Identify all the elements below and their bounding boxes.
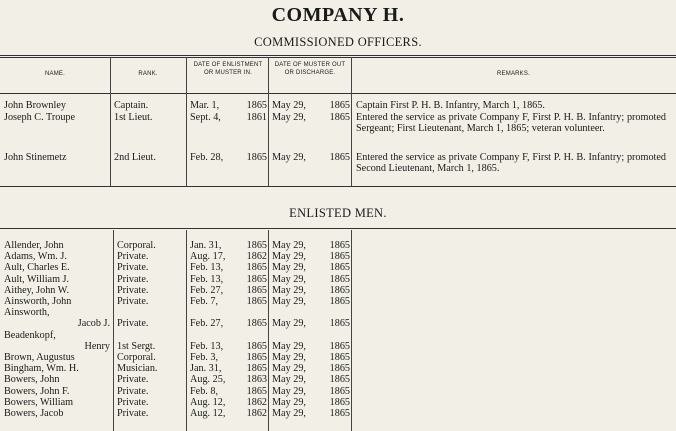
page-title: COMPANY H. bbox=[271, 4, 405, 26]
enlistment-date: Feb. 13, bbox=[190, 273, 224, 285]
header-remarks: REMARKS. bbox=[497, 71, 530, 77]
soldier-name: Ault, William J. bbox=[4, 273, 70, 285]
muster-out-date: May 29, bbox=[272, 112, 306, 123]
enlistment-date: Aug. 17, bbox=[190, 251, 226, 263]
soldier-rank: Private. bbox=[117, 374, 149, 386]
enlistment-year: 1865 bbox=[246, 240, 267, 251]
soldier-name: Allender, John bbox=[4, 240, 64, 251]
enlistment-year: 1865 bbox=[246, 100, 267, 111]
soldier-name: Beadenkopf, bbox=[4, 329, 56, 341]
enlistment-date: Feb. 3, bbox=[190, 352, 219, 363]
enlistment-year: 1863 bbox=[246, 374, 267, 386]
soldier-name: Brown, Augustus bbox=[4, 352, 75, 363]
soldier-name: Bowers, John F. bbox=[4, 385, 70, 397]
enlistment-date: Mar. 1, bbox=[190, 100, 220, 111]
muster-out-date: May 29, bbox=[272, 152, 306, 163]
enlistment-year: 1862 bbox=[246, 408, 267, 419]
muster-out-date: May 29, bbox=[272, 296, 306, 307]
soldier-rank: Corporal. bbox=[117, 240, 156, 251]
enlistment-date: Feb. 28, bbox=[190, 152, 224, 163]
muster-out-date: May 29, bbox=[272, 363, 306, 375]
soldier-rank: Private. bbox=[117, 262, 149, 274]
enlisted-column-divider bbox=[268, 230, 269, 431]
muster-out-year: 1865 bbox=[329, 296, 350, 307]
officer-name: John Stinemetz bbox=[4, 152, 67, 163]
muster-out-date: May 29, bbox=[272, 385, 306, 397]
officers-column-divider bbox=[186, 57, 187, 186]
header-name: NAME. bbox=[44, 71, 65, 77]
enlistment-date: Jan. 31, bbox=[190, 363, 222, 375]
muster-out-year: 1865 bbox=[329, 318, 350, 330]
soldier-name: Bowers, William bbox=[4, 396, 74, 408]
muster-out-date: May 29, bbox=[272, 352, 306, 363]
enlistment-date: Jan. 31, bbox=[190, 240, 222, 251]
soldier-name-continued: Henry bbox=[84, 340, 110, 352]
soldier-rank: Corporal. bbox=[117, 352, 156, 363]
soldier-rank: Private. bbox=[117, 273, 149, 285]
enlistment-year: 1865 bbox=[246, 363, 267, 375]
soldier-rank: Private. bbox=[117, 296, 149, 307]
officers-heading: COMMISSIONED OFFICERS. bbox=[254, 35, 422, 49]
muster-out-date: May 29, bbox=[272, 273, 306, 285]
enlistment-year: 1862 bbox=[246, 396, 267, 408]
soldier-rank: Private. bbox=[117, 385, 149, 397]
enlistment-date: Aug. 25, bbox=[190, 374, 226, 386]
soldier-rank: Private. bbox=[117, 284, 149, 296]
soldier-name: Bowers, John bbox=[4, 374, 60, 386]
enlistment-year: 1865 bbox=[246, 273, 267, 285]
officer-rank: 2nd Lieut. bbox=[114, 152, 156, 163]
enlistment-date: Feb. 13, bbox=[190, 340, 224, 352]
soldier-name: Ainsworth, John bbox=[4, 296, 72, 307]
enlistment-year: 1865 bbox=[246, 352, 267, 363]
enlistment-date: Feb. 13, bbox=[190, 262, 224, 274]
header-bottom-rule bbox=[0, 93, 676, 94]
officer-name: John Brownley bbox=[4, 100, 66, 111]
muster-out-year: 1865 bbox=[329, 385, 350, 397]
enlistment-date: Aug. 12, bbox=[190, 396, 226, 408]
soldier-name: Bingham, Wm. H. bbox=[4, 363, 79, 375]
soldier-name: Aithey, John W. bbox=[4, 284, 69, 296]
muster-out-date: May 29, bbox=[272, 396, 306, 408]
soldier-name-continued: Jacob J. bbox=[77, 318, 110, 330]
enlistment-date: Aug. 12, bbox=[190, 408, 226, 419]
muster-out-year: 1865 bbox=[329, 363, 350, 375]
muster-out-year: 1865 bbox=[329, 273, 350, 285]
officer-remarks: Entered the service as private Company F, First P. H. B. Infantry; promoted Sergeant; First Lieutenant, March 1, 1865; veteran volunteer. bbox=[356, 112, 666, 135]
muster-out-year: 1865 bbox=[329, 100, 350, 111]
enlistment-date: Feb. 27, bbox=[190, 318, 224, 330]
muster-out-year: 1865 bbox=[329, 240, 350, 251]
enlistment-date: Sept. 4, bbox=[190, 112, 221, 123]
muster-out-year: 1865 bbox=[329, 396, 350, 408]
header-enlistment: DATE OF ENLISTMENT OR MUSTER IN. bbox=[193, 62, 263, 76]
enlistment-year: 1865 bbox=[246, 296, 267, 307]
enlisted-column-divider bbox=[113, 230, 114, 431]
enlistment-date: Feb. 8, bbox=[190, 385, 219, 397]
muster-out-year: 1865 bbox=[329, 352, 350, 363]
enlistment-date: Feb. 27, bbox=[190, 284, 224, 296]
officers-bottom-rule bbox=[0, 186, 676, 187]
enlistment-year: 1861 bbox=[246, 112, 267, 123]
enlistment-year: 1865 bbox=[246, 152, 267, 163]
muster-out-date: May 29, bbox=[272, 100, 306, 111]
soldier-name: Ault, Charles E. bbox=[4, 262, 70, 274]
header-rank: RANK. bbox=[138, 71, 158, 77]
muster-out-date: May 29, bbox=[272, 318, 306, 330]
enlistment-year: 1865 bbox=[246, 340, 267, 352]
officer-name: Joseph C. Troupe bbox=[4, 112, 76, 123]
muster-out-year: 1865 bbox=[329, 251, 350, 263]
muster-out-year: 1865 bbox=[329, 262, 350, 274]
soldier-name: Ainsworth, bbox=[4, 307, 50, 319]
soldier-rank: Private. bbox=[117, 318, 149, 330]
muster-out-date: May 29, bbox=[272, 374, 306, 386]
enlistment-year: 1865 bbox=[246, 284, 267, 296]
enlistment-year: 1865 bbox=[246, 385, 267, 397]
muster-out-date: May 29, bbox=[272, 262, 306, 274]
muster-out-year: 1865 bbox=[329, 152, 350, 163]
muster-out-year: 1865 bbox=[329, 408, 350, 419]
soldier-rank: Private. bbox=[117, 408, 149, 419]
enlisted-top-rule bbox=[0, 228, 676, 229]
header-muster-out: DATE OF MUSTER OUT OR DISCHARGE. bbox=[274, 62, 346, 76]
soldier-rank: Private. bbox=[117, 251, 149, 263]
soldier-name: Adams, Wm. J. bbox=[4, 251, 67, 263]
officer-rank: 1st Lieut. bbox=[114, 112, 153, 123]
soldier-name: Bowers, Jacob bbox=[4, 408, 64, 419]
enlistment-year: 1862 bbox=[246, 251, 267, 263]
muster-out-date: May 29, bbox=[272, 240, 306, 251]
muster-out-year: 1865 bbox=[329, 112, 350, 123]
enlistment-year: 1865 bbox=[246, 262, 267, 274]
enlisted-column-divider bbox=[186, 230, 187, 431]
officer-remarks: Captain First P. H. B. Infantry, March 1, 1865. bbox=[356, 100, 545, 111]
soldier-rank: Private. bbox=[117, 396, 149, 408]
muster-out-date: May 29, bbox=[272, 340, 306, 352]
officers-column-divider bbox=[268, 57, 269, 186]
muster-out-date: May 29, bbox=[272, 284, 306, 296]
officer-rank: Captain. bbox=[114, 100, 149, 111]
enlisted-column-divider bbox=[351, 230, 352, 431]
muster-out-year: 1865 bbox=[329, 340, 350, 352]
muster-out-date: May 29, bbox=[272, 408, 306, 419]
muster-out-year: 1865 bbox=[329, 374, 350, 386]
table-top-rule bbox=[0, 55, 676, 58]
enlisted-heading: ENLISTED MEN. bbox=[289, 206, 387, 220]
officer-remarks: Entered the service as private Company F, First P. H. B. Infantry; promoted Second Lieutenant, March 1, 1865. bbox=[356, 152, 666, 175]
soldier-rank: 1st Sergt. bbox=[117, 340, 156, 352]
enlistment-date: Feb. 7, bbox=[190, 296, 219, 307]
muster-out-year: 1865 bbox=[329, 284, 350, 296]
soldier-rank: Musician. bbox=[117, 363, 158, 375]
muster-out-date: May 29, bbox=[272, 251, 306, 263]
enlistment-year: 1865 bbox=[246, 318, 267, 330]
